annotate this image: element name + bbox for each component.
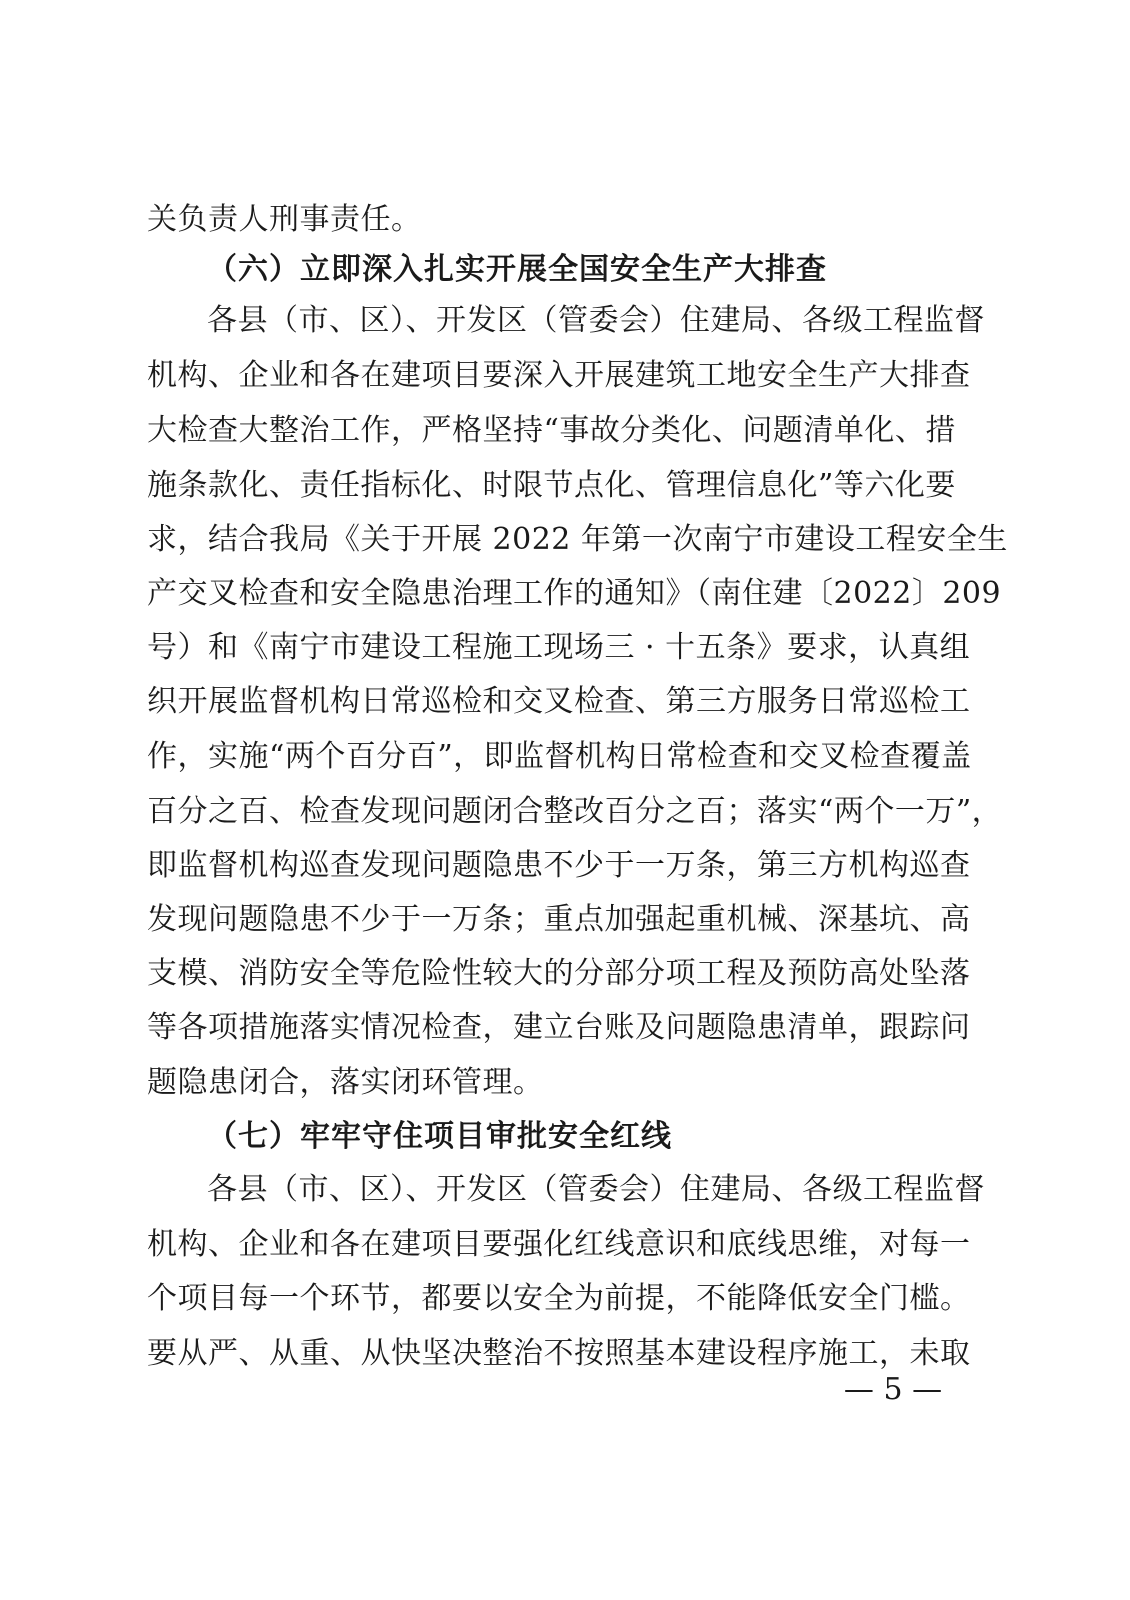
- paragraph-line: 织开展监督机构日常巡检和交叉检查、第三方服务日常巡检工: [147, 684, 971, 719]
- paragraph-line: 百分之百、检查发现问题闭合整改百分之百；落实“两个一万”，: [147, 794, 1003, 829]
- paragraph-line: 要从严、从重、从快坚决整治不按照基本建设程序施工，未取: [147, 1336, 971, 1371]
- paragraph-first-line: 各县（市、区）、开发区（管委会）住建局、各级工程监督: [207, 1172, 985, 1207]
- paragraph-line: 号）和《南宁市建设工程施工现场三 · 十五条》要求，认真组: [147, 630, 971, 665]
- paragraph-line: 个项目每一个环节，都要以安全为前提，不能降低安全门槛。: [147, 1281, 971, 1316]
- paragraph-line: 大检查大整治工作，严格坚持“事故分类化、问题清单化、措: [147, 413, 956, 448]
- paragraph-line: 即监督机构巡查发现问题隐患不少于一万条，第三方机构巡查: [147, 848, 971, 883]
- paragraph-line: 求，结合我局《关于开展 2022 年第一次南宁市建设工程安全生: [147, 522, 1008, 557]
- paragraph-last-line: 题隐患闭合，落实闭环管理。: [147, 1065, 544, 1100]
- page-number: — 5 —: [843, 1372, 943, 1407]
- section-heading: （七）牢牢守住项目审批安全红线: [207, 1119, 672, 1154]
- paragraph-line: 产交叉检查和安全隐患治理工作的通知》（南住建〔2022〕209: [147, 576, 1002, 611]
- paragraph-line: 施条款化、责任指标化、时限节点化、管理信息化”等六化要: [147, 468, 956, 503]
- paragraph-line: 支模、消防安全等危险性较大的分部分项工程及预防高处坠落: [147, 956, 971, 991]
- paragraph-first-line: 各县（市、区）、开发区（管委会）住建局、各级工程监督: [207, 303, 985, 338]
- paragraph-line: 发现问题隐患不少于一万条；重点加强起重机械、深基坑、高: [147, 902, 971, 937]
- paragraph-line: 机构、企业和各在建项目要深入开展建筑工地安全生产大排查: [147, 358, 971, 393]
- paragraph-line: 作，实施“两个百分百”，即监督机构日常检查和交叉检查覆盖: [147, 739, 972, 774]
- paragraph-last-line: 关负责人刑事责任。: [147, 202, 422, 237]
- paragraph-line: 等各项措施落实情况检查，建立台账及问题隐患清单，跟踪问: [147, 1010, 971, 1045]
- paragraph-line: 机构、企业和各在建项目要强化红线意识和底线思维，对每一: [147, 1227, 971, 1262]
- section-heading: （六）立即深入扎实开展全国安全生产大排查: [207, 252, 827, 287]
